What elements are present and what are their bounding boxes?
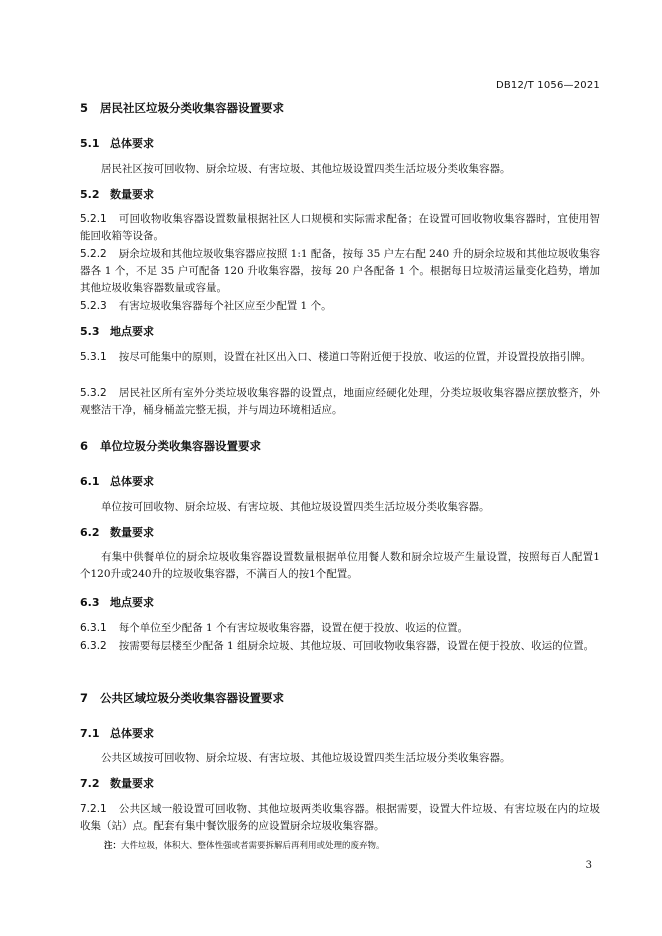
clause-6-3-2 (80, 638, 600, 655)
clause-5-3-2 (80, 385, 600, 419)
note-label: 注： (104, 841, 122, 851)
clause-text: 可回收物收集容器设置数量根据社区人口规模和实际需求配备；在设置可回收物收集容器时，宜使用智能回收箱等设备。 (80, 213, 600, 242)
clause-title: 总体要求 (110, 727, 154, 740)
section-5-heading (80, 100, 600, 116)
note (104, 840, 385, 852)
section-5-1-text: 居民社区按可回收物、厨余垃圾、有害垃圾、其他垃圾设置四类生活垃圾分类收集容器。 (101, 163, 511, 175)
section-5-3-heading (80, 324, 600, 340)
clause-title: 总体要求 (110, 137, 154, 150)
page-number: 3 (585, 860, 592, 871)
section-6-1-text: 单位按可回收物、厨余垃圾、有害垃圾、其他垃圾设置四类生活垃圾分类收集容器。 (101, 501, 490, 513)
clause-title: 数量要求 (110, 526, 154, 539)
clause-text: 按尽可能集中的原则，设置在社区出入口、楼道口等附近便于投放、收运的位置，并设置投放指引牌。 (118, 351, 592, 363)
clause-number: 5.3 (80, 325, 100, 338)
section-7-1-text: 公共区域按可回收物、厨余垃圾、有害垃圾、其他垃圾设置四类生活垃圾分类收集容器。 (101, 752, 511, 764)
clause-number: 7.1 (80, 727, 100, 740)
clause-text: 公共区域一般设置可回收物、其他垃圾两类收集容器。根据需要，设置大件垃圾、有害垃圾在内的垃圾收集（站）点。配套有集中餐饮服务的应设置厨余垃圾收集容器。 (80, 803, 600, 832)
section-title: 公共区域垃圾分类收集容器设置要求 (100, 691, 284, 705)
section-title: 单位垃圾分类收集容器设置要求 (100, 439, 261, 453)
section-6-2-heading (80, 525, 600, 541)
section-title: 居民社区垃圾分类收集容器设置要求 (100, 101, 284, 115)
clause-number: 7.2 (80, 777, 100, 790)
clause-title: 数量要求 (110, 188, 154, 201)
section-6-1-heading (80, 474, 600, 490)
clause-number: 5.2.2 (80, 248, 107, 260)
clause-5-2-1 (80, 211, 600, 245)
section-7-heading (80, 690, 600, 706)
section-5-1-heading (80, 136, 600, 152)
clause-title: 数量要求 (110, 777, 154, 790)
clause-title: 地点要求 (110, 596, 154, 609)
clause-number: 6.1 (80, 475, 100, 488)
clause-text: 居民社区所有室外分类垃圾收集容器的设置点，地面应经硬化处理，分类垃圾收集容器应摆放整齐，外观整洁干净，桶身桶盖完整无损，并与周边环境相适应。 (80, 387, 600, 416)
clause-text: 每个单位至少配备 1 个有害垃圾收集容器，设置在便于投放、收运的位置。 (118, 622, 469, 634)
section-number: 7 (80, 691, 89, 705)
section-6-3-heading (80, 595, 600, 611)
clause-number: 6.2 (80, 526, 100, 539)
clause-number: 5.2.1 (80, 213, 107, 225)
clause-number: 5.2.3 (80, 300, 107, 312)
clause-text: 有害垃圾收集容器每个社区应至少配置 1 个。 (118, 300, 332, 312)
clause-title: 地点要求 (110, 325, 154, 338)
clause-5-2-3 (80, 298, 600, 315)
section-5-2-heading (80, 187, 600, 203)
section-6-heading (80, 438, 600, 454)
clause-5-3-1 (80, 349, 600, 366)
clause-number: 6.3 (80, 596, 100, 609)
clause-number: 5.3.2 (80, 387, 107, 399)
clause-text: 按需要每层楼至少配备 1 组厨余垃圾、其他垃圾、可回收物收集容器，设置在便于投放、收运的位置。 (118, 640, 595, 652)
section-number: 6 (80, 439, 89, 453)
section-7-1-heading (80, 726, 600, 742)
clause-text: 厨余垃圾和其他垃圾收集容器应按照 1:1 配备，按每 35 户左右配 240 升的厨余垃圾和其他垃圾收集容器各 1 个，不足 35 户可配备 120 升收集容器，按每 20 户各配备 1 个。根据每日垃圾清运量变化趋势，增加其他垃圾收集容器数量或容量。 (80, 248, 600, 294)
clause-number: 5.2 (80, 188, 100, 201)
note-text: 大件垃圾，体积大、整体性强或者需要拆解后再利用或处理的废弃物。 (121, 841, 385, 851)
section-6-2-text: 有集中供餐单位的厨余垃圾收集容器设置数量根据单位用餐人数和厨余垃圾产生量设置，按照每百人配置1个120升或240升的垃圾收集容器，不满百人的按1个配置。 (80, 551, 600, 580)
doc-code: DB12/T 1056—2021 (495, 80, 600, 91)
clause-number: 7.2.1 (80, 803, 107, 815)
clause-number: 6.3.1 (80, 622, 107, 634)
clause-5-2-2 (80, 246, 600, 297)
section-7-2-heading (80, 776, 600, 792)
clause-number: 6.3.2 (80, 640, 107, 652)
clause-number: 5.3.1 (80, 351, 107, 363)
clause-number: 5.1 (80, 137, 100, 150)
section-number: 5 (80, 101, 89, 115)
clause-7-2-1 (80, 801, 600, 835)
clause-title: 总体要求 (110, 475, 154, 488)
clause-6-3-1 (80, 620, 600, 637)
